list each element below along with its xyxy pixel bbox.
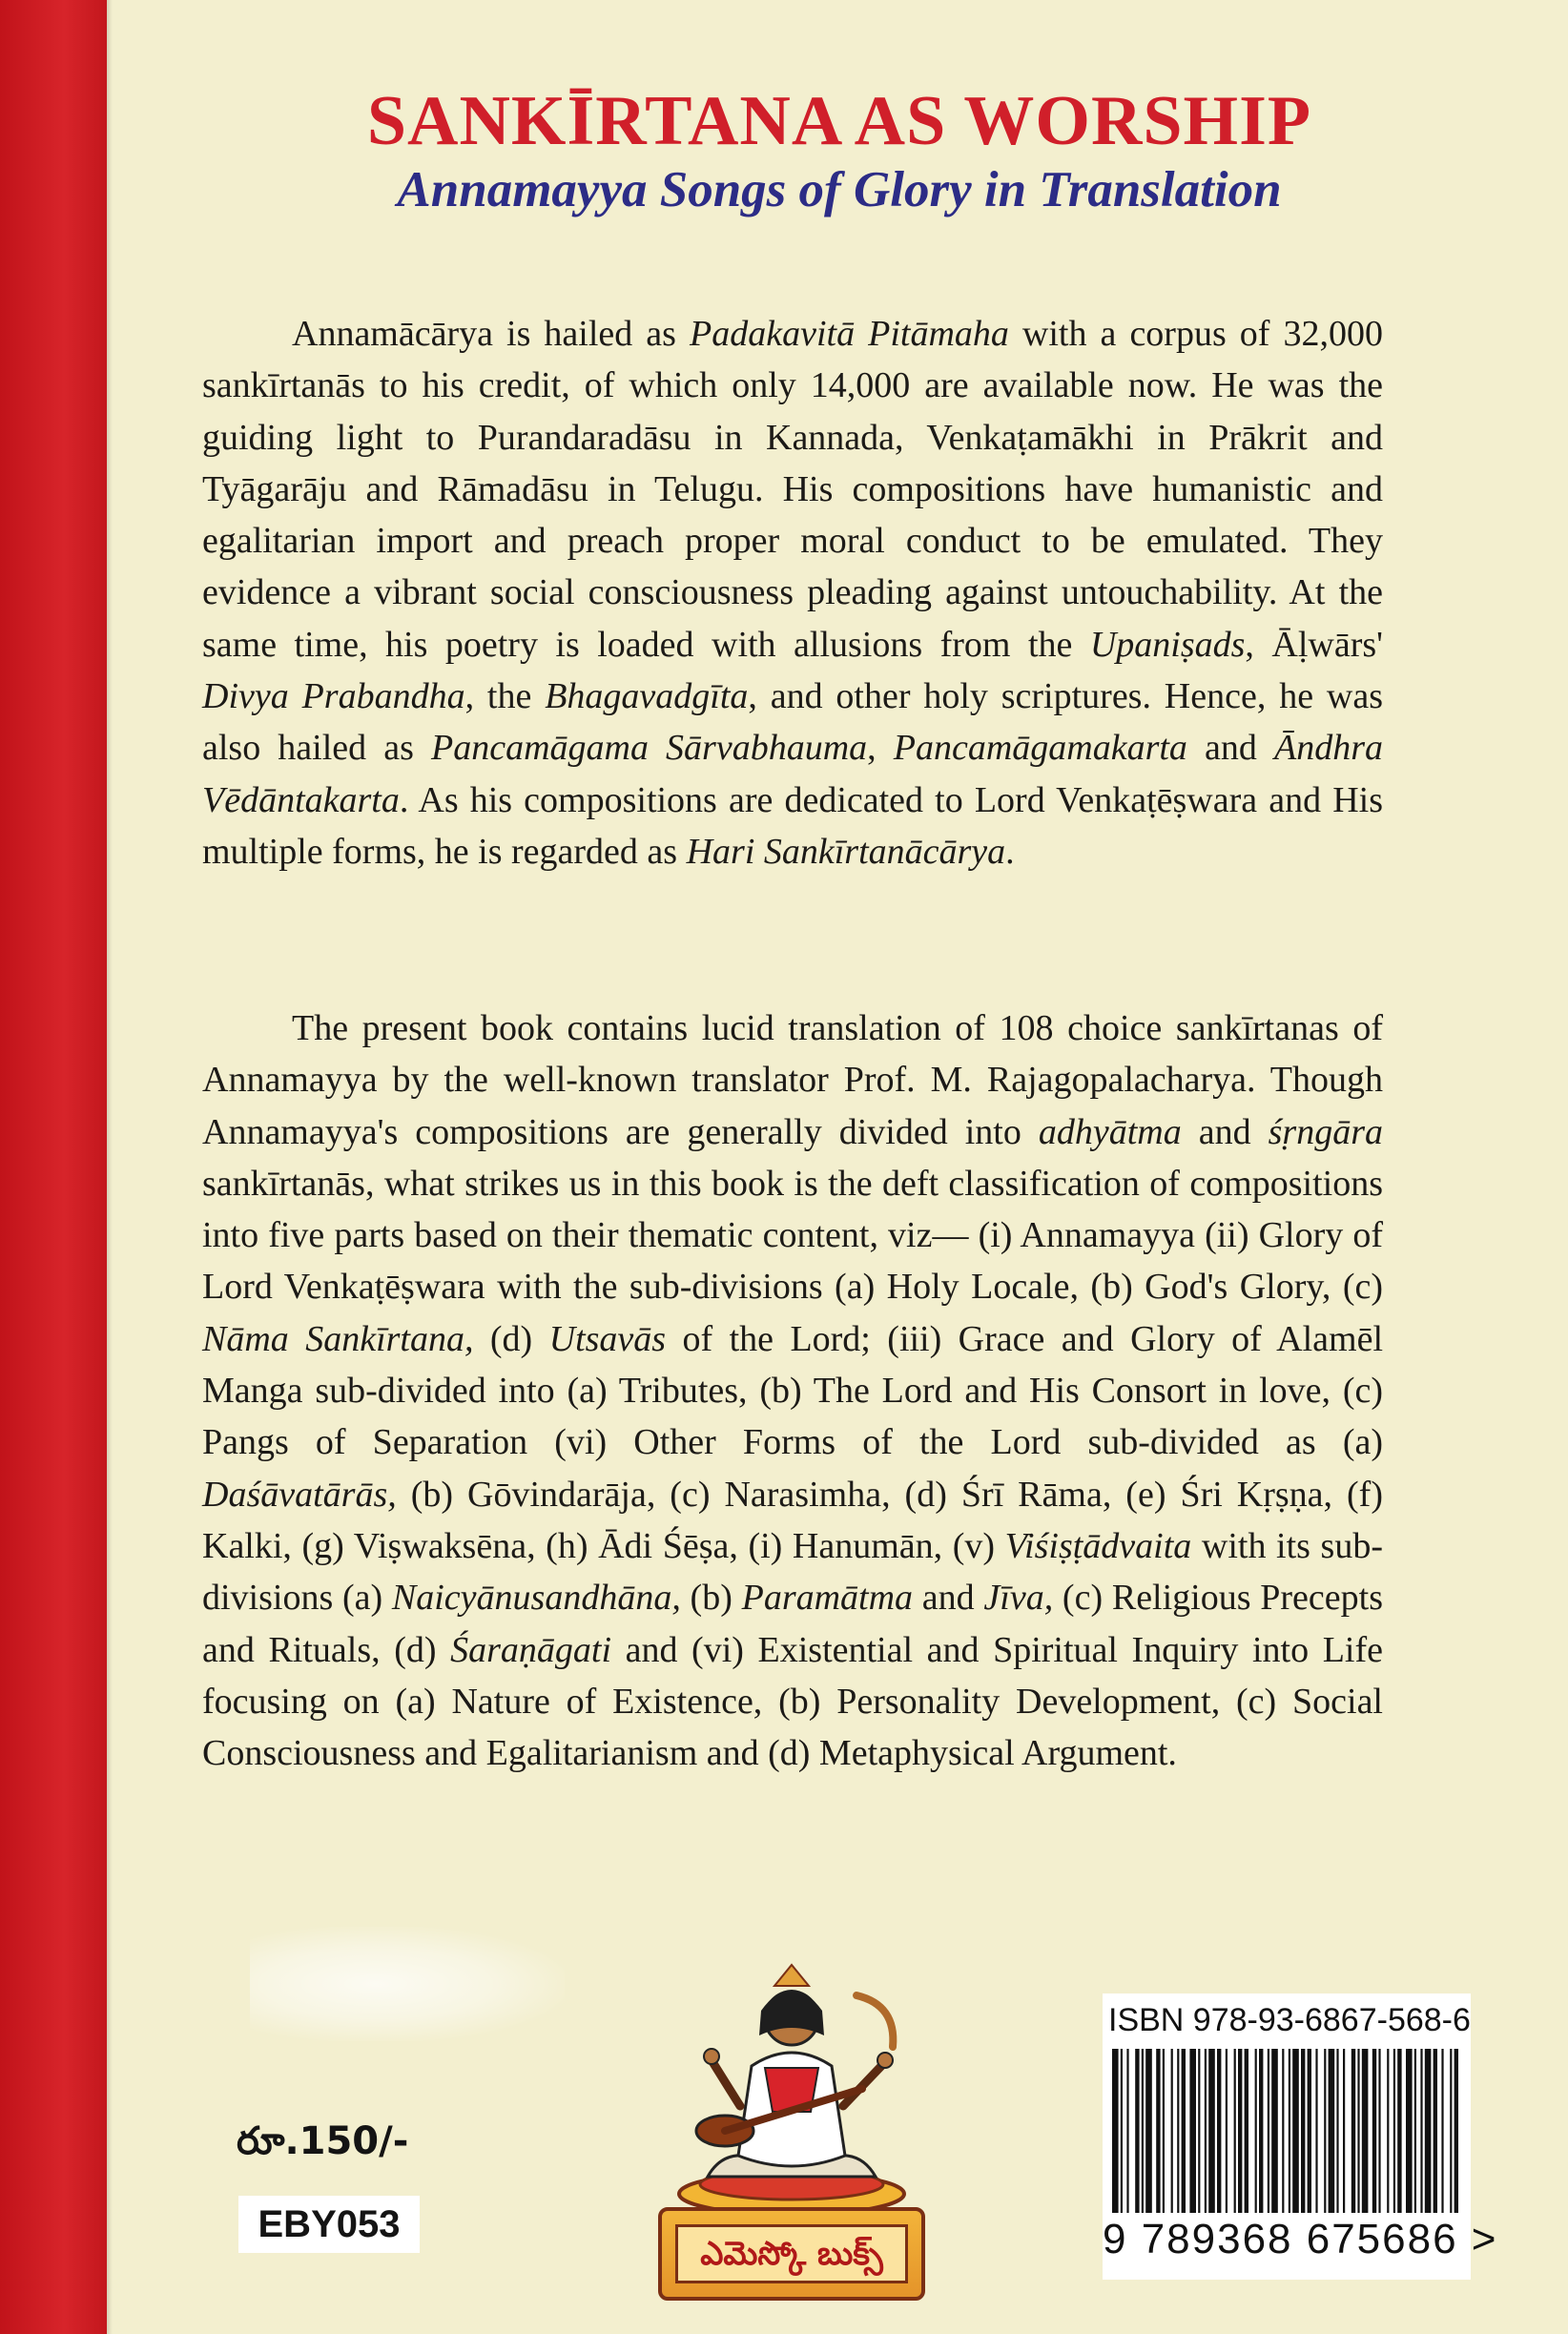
paragraph_1-run: , Āḷwārs' [1245, 624, 1383, 665]
barcode-bar [1121, 2049, 1123, 2213]
barcode-bar [1112, 2049, 1119, 2213]
barcode-bar [1268, 2049, 1269, 2213]
paragraph_2-run: The present book contains lucid translation of 108 choice sankīrtanas of Annamayya by the well-known translator Prof. M. Rajagopalacharya. Though Annamayya's compositions are generally divided into [202, 1008, 1383, 1152]
barcode-bar [1378, 2049, 1380, 2213]
barcode-bar [1308, 2049, 1311, 2213]
paragraph_2-run: Jīva, [983, 1578, 1054, 1619]
paragraph_2-run: (b) Gōvindarāja, (c) Narasimha, (d) Śrī Rāma, (e) Śri Kṛṣṇa, (f) Kalki, (g) Viṣwaksēna, (h) Ādi Śēṣa, (i) Hanumān, (v) [202, 1474, 1383, 1566]
paragraph_2-run: Naicyānusandhāna, [391, 1578, 681, 1619]
barcode-bar [1372, 2049, 1376, 2213]
paragraph_2-run: of the Lord; (iii) Grace and Glory of Alamēl Manga sub-divided into (a) Tributes, (b) The Lord and His Consort in love, (c) Pangs of Separation (vi) Other Forms of the Lord sub-divided as (a) [202, 1318, 1383, 1463]
barcode-bar [1198, 2049, 1200, 2213]
barcode-bar [1126, 2049, 1128, 2213]
paragraph_2-run: and [1181, 1111, 1269, 1152]
barcode-bar [1255, 2049, 1257, 2213]
paragraph_2-run: (c) Religious Precepts and Rituals, (d) [202, 1578, 1383, 1670]
paragraph_2-run: (d) [473, 1318, 549, 1359]
barcode-bar [1205, 2049, 1207, 2213]
barcode-bar [1336, 2049, 1338, 2213]
paragraph_1-run: , and other holy scriptures. Hence, he was also hailed as [202, 676, 1383, 769]
barcode-bar [1343, 2049, 1345, 2213]
paragraph_1-run: Divya Prabandha [202, 676, 465, 717]
barcode-bar [1282, 2049, 1284, 2213]
paragraph_1-run: with a corpus of 32,000 sankīrtanās to his credit, of which only 14,000 are available now. He was the guiding light to Purandaradāsu in Kannada, Venkaṭamākhi in Prākrit and Tyāgarāju and Rāmadāsu in Telugu. His compositions have humanistic and egalitarian import and preach proper moral conduct to be emulated. They evidence a vibrant social consciousness pleading against untouchability. At the same time, his poetry is loaded with allusions from the [202, 314, 1383, 665]
barcode-bar [1217, 2049, 1221, 2213]
barcode-bar [1414, 2049, 1416, 2213]
barcode-bar [1189, 2049, 1196, 2213]
barcode-bar [1292, 2049, 1299, 2213]
barcode-bar [1177, 2049, 1179, 2213]
barcode-bar [1156, 2049, 1160, 2213]
barcode-bar [1226, 2049, 1228, 2213]
paragraph_1-run: . [1005, 831, 1015, 872]
barcode-bar [1289, 2049, 1290, 2213]
publisher-name: ఎమెస్కో బుక్స్ [675, 2224, 908, 2283]
paragraph_1-run: and [1186, 728, 1274, 769]
publisher-plate [658, 2207, 925, 2301]
paragraph_1-run: Annamācārya is hailed as [292, 314, 691, 354]
barcode-bar [1182, 2049, 1186, 2213]
barcode-bar [1441, 2049, 1443, 2213]
paragraph_1-run: Āndhra Vēdāntakarta [202, 728, 1383, 820]
barcode-bar [1135, 2049, 1139, 2213]
barcode-bar [1455, 2049, 1458, 2213]
barcode-number: 9 789368 675686 > [1103, 2216, 1498, 2262]
spine-shadow [107, 0, 113, 2334]
isbn-label: ISBN 978-93-6867-568-6 [1108, 2002, 1471, 2038]
saraswati-figure-icon [658, 1944, 925, 2220]
barcode-bar [1387, 2049, 1389, 2213]
barcode-bar [1434, 2049, 1437, 2213]
paragraph_2-run: sankīrtanās, what strikes us in this book is the deft classification of compositions into five parts based on their thematic content, viz— (i) Annamayya (ii) Glory of Lord Venkaṭēṣwara with the sub-divisions (a) Holy Locale, (b) God's Glory, (c) [202, 1163, 1383, 1308]
paragraph_1-run: Padakavitā Pitāmaha [690, 314, 1009, 354]
paragraph_2-run: (b) [680, 1578, 742, 1619]
price-label: రూ.150/- [237, 2119, 409, 2163]
paragraph_2-run: Śaraṇāgati [450, 1629, 612, 1670]
paragraph_1-run: , the [464, 676, 546, 717]
barcode-bar [1208, 2049, 1215, 2213]
paragraph_1-run: . As his compositions are dedicated to Lord Venkaṭēṣwara and His multiple forms, he is regarded as [202, 779, 1383, 872]
paragraph_2-run: with its sub-divisions (a) [202, 1525, 1383, 1619]
barcode-bar [1259, 2049, 1263, 2213]
red-spine-band [0, 0, 107, 2334]
book-code-label: EBY053 [238, 2196, 420, 2253]
barcode-bar [1406, 2049, 1413, 2213]
barcode-bar [1238, 2049, 1242, 2213]
publisher-logo [658, 1944, 925, 2311]
paragraph_2-run: Nāma Sankīrtana, [202, 1318, 474, 1359]
barcode-bar [1362, 2049, 1369, 2213]
barcode-bar [1301, 2049, 1305, 2213]
paragraph_2-run: śṛngāra [1268, 1111, 1383, 1152]
barcode-bar [1357, 2049, 1359, 2213]
barcode-bar [1450, 2049, 1452, 2213]
book-subtitle: Annamayya Songs of Glory in Translation [397, 162, 1282, 217]
paragraph_1-run: Pancamāgamakarta [893, 728, 1187, 769]
barcode-bar [1420, 2049, 1422, 2213]
barcode-bar [1324, 2049, 1326, 2213]
barcode-bar [1142, 2049, 1144, 2213]
cover-smudge [250, 1927, 565, 2041]
paragraph_1-run: Bhagavadgīta [545, 676, 749, 717]
paragraph_1-run: Upaniṣads [1089, 624, 1246, 665]
book-title: SANKĪRTANA AS WORSHIP [366, 82, 1312, 160]
paragraph_2-run: and (vi) Existential and Spiritual Inquiry into Life focusing on (a) Nature of Existence, (b) Personality Development, (c) Social Consciousness and Egalitarianism and (d) Metaphysical Argument. [202, 1629, 1383, 1774]
barcode-bar [1245, 2049, 1248, 2213]
barcode-bar [1393, 2049, 1395, 2213]
blurb-paragraph-2 [202, 1002, 1383, 1779]
paragraph_2-run: and [913, 1578, 984, 1619]
paragraph_2-run: Paramātma [741, 1578, 914, 1619]
barcode-bar [1171, 2049, 1173, 2213]
barcode-bar [1271, 2049, 1278, 2213]
paragraph_2-run: Viśiṣṭādvaita [1004, 1525, 1192, 1566]
paragraph_1-run: Pancamāgama Sārvabhauma [431, 728, 868, 769]
barcode-bar [1397, 2049, 1401, 2213]
barcode-bar [1145, 2049, 1152, 2213]
barcode-bar [1163, 2049, 1165, 2213]
barcode-panel [1103, 1993, 1498, 2280]
barcode-icon [1108, 2049, 1465, 2213]
barcode-bar [1351, 2049, 1355, 2213]
barcode-bar [1425, 2049, 1432, 2213]
barcode-bar [1315, 2049, 1317, 2213]
paragraph_2-run: Daśāvatārās, [202, 1474, 397, 1515]
barcode-bar [1329, 2049, 1335, 2213]
paragraph_1-run: , [867, 728, 894, 769]
paragraph_1-run: Hari Sankīrtanācārya [686, 831, 1006, 872]
barcode-bar [1234, 2049, 1236, 2213]
paragraph_2-run: Utsavās [548, 1318, 667, 1359]
paragraph_2-run: adhyātma [1038, 1111, 1182, 1152]
blurb-paragraph-1 [202, 308, 1383, 878]
